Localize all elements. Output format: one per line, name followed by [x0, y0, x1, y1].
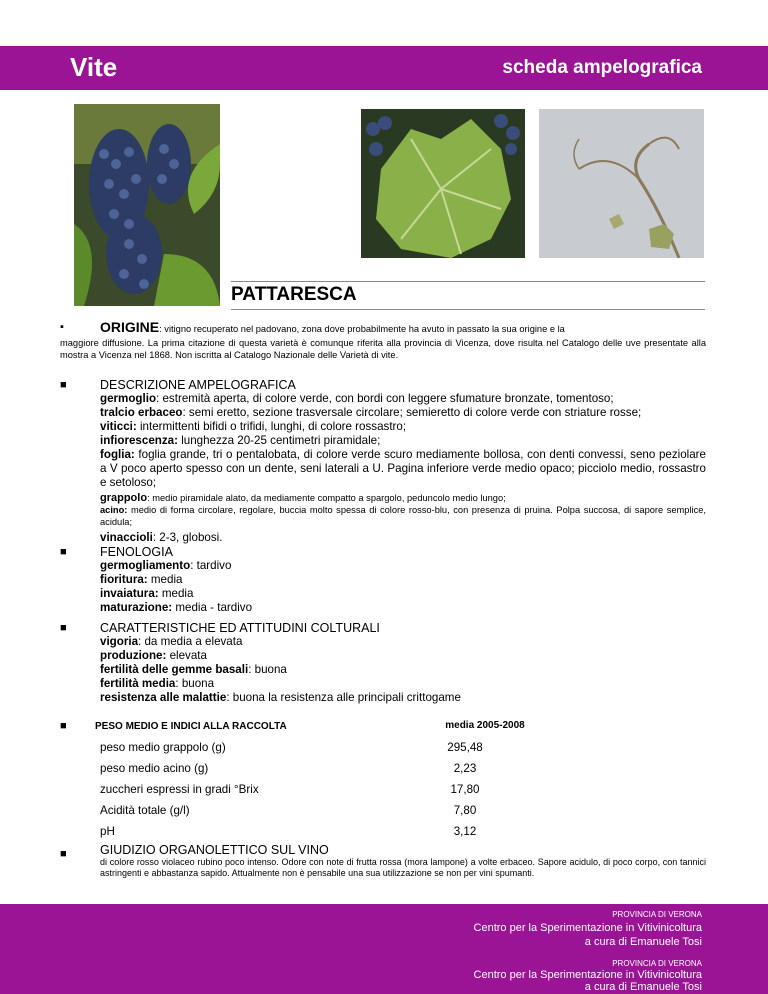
- caratteristiche-heading: CARATTERISTICHE ED ATTITUDINI COLTURALI: [100, 621, 380, 635]
- variety-title: PATTARESCA: [231, 284, 357, 305]
- infiorescenza-label: infiorescenza:: [100, 434, 178, 447]
- footer-centre: Centro per la Sperimentazione in Vitivinicoltura: [473, 922, 702, 934]
- section-giudizio: [60, 843, 706, 879]
- vigoria-label: vigoria: [100, 635, 139, 648]
- foglia-text: foglia grande, tri o pentalobata, di colore verde scuro mediamente bollosa, con denti convessi, seno peziolare a V poco aperto spesso con un dente, seni laterali a U. Pagina inferiore verde medio opaco; picciolo medio, rossastro e setoloso;: [100, 448, 706, 489]
- fertilita-media-label: fertilità media: [100, 677, 176, 690]
- row-value: 2,23: [453, 762, 477, 775]
- footer-author: a cura di Emanuele Tosi: [584, 981, 702, 993]
- row-label: zuccheri espressi in gradi °Brix: [100, 783, 259, 796]
- footer-band-repeat: [0, 955, 768, 994]
- fertilita-gemme-label: fertilità delle gemme basali: [100, 663, 249, 676]
- tralcio-label: tralcio erbaceo: [100, 406, 183, 419]
- row-label: peso medio grappolo (g): [100, 741, 226, 754]
- table-row: [100, 741, 520, 757]
- fenologia-heading: FENOLOGIA: [100, 545, 173, 559]
- maturazione-text: media - tardivo: [172, 601, 253, 614]
- variety-title-bar: [231, 281, 705, 310]
- vinaccioli-label: vinaccioli: [100, 531, 153, 544]
- section-fenologia: [60, 545, 706, 615]
- bullet-icon: ■: [60, 622, 67, 634]
- header-band: [0, 46, 768, 90]
- table-row: [100, 783, 520, 799]
- invaiatura-label: invaiatura:: [100, 587, 159, 600]
- infiorescenza-text: lunghezza 20-25 centimetri piramidale;: [177, 434, 381, 447]
- resistenza-text: : buona la resistenza alle principali crittogame: [226, 691, 461, 704]
- viticci-text: intermittenti bifidi o trifidi, lunghi, di colore rossastro;: [136, 420, 407, 433]
- bullet-icon: ■: [60, 379, 67, 391]
- leaf-photo: [361, 109, 525, 258]
- grape-bunch-photo: [74, 104, 220, 306]
- origine-label: ORIGINE: [100, 319, 160, 335]
- table-row: [100, 825, 520, 841]
- bullet-icon: ■: [60, 848, 67, 860]
- row-value: 7,80: [453, 804, 477, 817]
- maturazione-label: maturazione:: [100, 601, 173, 614]
- germogliamento-text: : tardivo: [190, 559, 232, 572]
- section-caratteristiche: [60, 621, 706, 705]
- invaiatura-text: media: [158, 587, 194, 600]
- giudizio-heading: GIUDIZIO ORGANOLETTICO SUL VINO: [100, 843, 329, 857]
- acino-label: acino:: [100, 505, 128, 515]
- grappolo-label: grappolo: [100, 492, 148, 504]
- section-peso: [60, 719, 706, 739]
- fioritura-label: fioritura:: [100, 573, 148, 586]
- peso-heading: PESO MEDIO E INDICI ALLA RACCOLTA: [95, 721, 287, 732]
- section-descrizione: [60, 378, 706, 545]
- grappolo-text: : medio piramidale alato, da mediamente compatto a spargolo, peduncolo medio lungo;: [147, 493, 506, 503]
- germoglio-label: germoglio: [100, 392, 157, 405]
- produzione-label: produzione:: [100, 649, 167, 662]
- table-row: [100, 804, 520, 820]
- document-title: Vite: [70, 52, 118, 82]
- foglia-label: foglia:: [100, 448, 135, 461]
- fertilita-media-text: : buona: [175, 677, 215, 690]
- viticci-label: viticci:: [100, 420, 137, 433]
- giudizio-text: di colore rosso violaceo rubino poco intenso. Odore con note di frutta rossa (mora lampone) a volte erbaceo. Sapore acidulo, di poco corpo, con tannici astringenti e abbastanza sapido. Attualmente non è pensabile una sua utilizzazione se non per vini spumanti.: [100, 857, 706, 878]
- table-row: [100, 762, 520, 778]
- vinaccioli-text: : 2-3, globosi.: [152, 531, 223, 544]
- footer-band: [0, 904, 768, 956]
- bullet-icon: ■: [60, 720, 67, 732]
- germoglio-text: : estremità aperta, di colore verde, con bordi con leggere sfumature bronzate, tomentoso;: [156, 392, 614, 405]
- shoot-photo: [539, 109, 704, 258]
- bullet-icon: ▪: [60, 321, 64, 333]
- footer-centre: Centro per la Sperimentazione in Vitivinicoltura: [473, 969, 702, 981]
- resistenza-label: resistenza alle malattie: [100, 691, 227, 704]
- descrizione-heading: DESCRIZIONE AMPELOGRAFICA: [100, 378, 296, 392]
- footer-province: PROVINCIA DI VERONA: [612, 959, 702, 968]
- produzione-text: elevata: [166, 649, 207, 662]
- footer-province: PROVINCIA DI VERONA: [612, 910, 702, 919]
- row-value: 17,80: [450, 783, 480, 796]
- row-label: peso medio acino (g): [100, 762, 209, 775]
- row-value: 295,48: [447, 741, 483, 754]
- row-label: Acidità totale (g/l): [100, 804, 190, 817]
- document-subtitle: scheda ampelografica: [502, 57, 702, 78]
- row-label: pH: [100, 825, 115, 838]
- vigoria-text: : da media a elevata: [138, 635, 243, 648]
- fertilita-gemme-text: : buona: [248, 663, 287, 676]
- origine-rest: maggiore diffusione. La prima citazione di questa varietà è comunque riferita alla provincia di Vicenza, dove risulta nel Catalogo delle uve presentate alla mostra a Vicenza nel 1868. Non iscritta al Catalogo Nazionale delle Varietà di vite.: [60, 338, 706, 360]
- tralcio-text: : semi eretto, sezione trasversale circolare; semieretto di colore verde con striature rosse;: [182, 406, 642, 419]
- fioritura-text: media: [147, 573, 183, 586]
- acino-text: medio di forma circolare, regolare, buccia molto spessa di colore rosso-blu, con presenza di pruina. Polpa succosa, di sapore semplice, acidula;: [100, 505, 706, 527]
- origine-first: : vitigno recuperato nel padovano, zona dove probabilmente ha avuto in passato la sua origine e la: [159, 324, 565, 334]
- germogliamento-label: germogliamento: [100, 559, 191, 572]
- peso-column-header: media 2005-2008: [445, 720, 525, 731]
- section-origine: [60, 320, 706, 361]
- row-value: 3,12: [453, 825, 477, 838]
- bullet-icon: ■: [60, 546, 67, 558]
- footer-author: a cura di Emanuele Tosi: [584, 936, 702, 948]
